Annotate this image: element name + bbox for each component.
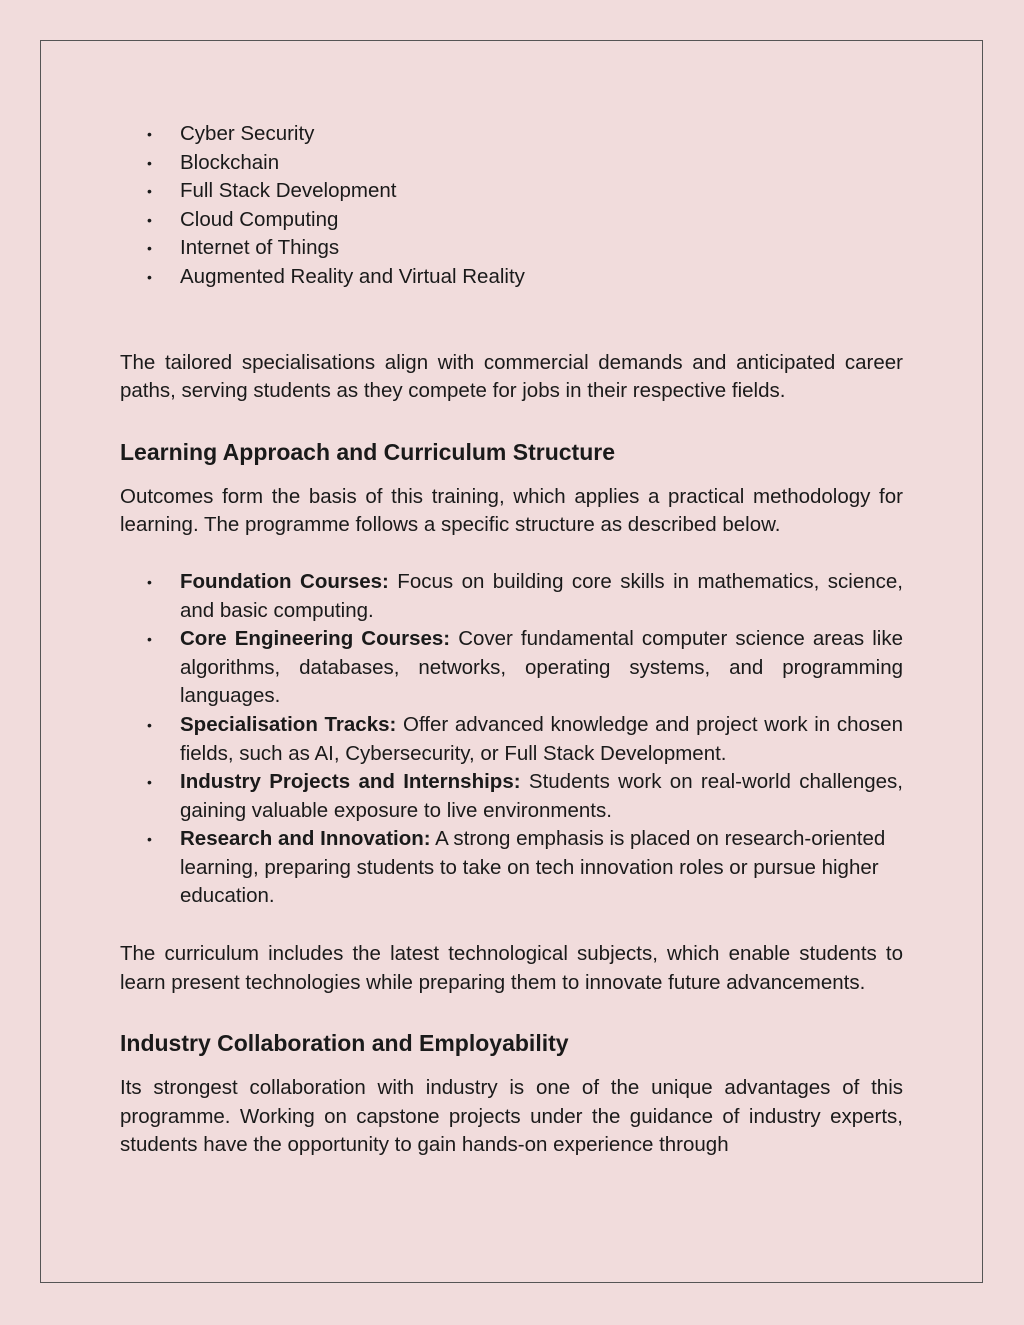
bullet-icon: • (147, 631, 152, 648)
item-text: Offer advanced knowledge and project work in chosen fields, such as AI, Cybersecurity, or Full Stack Development. (180, 712, 903, 765)
section-heading-industry: Industry Collaboration and Employability (120, 1030, 569, 1057)
item-text: Cover fundamental computer science areas like algorithms, databases, networks, operating systems, and programming languages. (180, 627, 903, 708)
item-term: Industry Projects and Internships: (180, 770, 521, 794)
curriculum-closing-paragraph: The curriculum includes the latest technological subjects, which enable students to learn present technologies while preparing them to innovate future advancements. (120, 942, 903, 994)
section-heading-learning: Learning Approach and Curriculum Structure (120, 438, 615, 465)
bullet-icon: • (147, 126, 152, 142)
bullet-icon: • (147, 716, 152, 733)
list-item (120, 768, 903, 825)
intro-paragraph: The tailored specialisations align with commercial demands and anticipated career paths, serving students as they compete for jobs in their respective fields. (120, 350, 903, 403)
list-item (120, 263, 903, 292)
industry-paragraph: Its strongest collaboration with industry is one of the unique advantages of this programme. Working on capstone projects under the guidance of industry experts, students have the opportunity to gain hands-on experience through (120, 1076, 903, 1157)
item-text: Students work on real-world challenges, gaining valuable exposure to live environments. (180, 770, 903, 822)
list-item (120, 206, 903, 235)
list-item-text: Internet of Things (180, 236, 340, 260)
curriculum-structure-list (120, 568, 903, 911)
bullet-icon: • (147, 573, 152, 590)
list-item (120, 149, 903, 178)
bullet-icon: • (147, 831, 152, 848)
list-item (120, 120, 903, 149)
bullet-icon: • (147, 268, 152, 285)
learning-paragraph: Outcomes form the basis of this training, which applies a practical methodology for learning. The programme follows a specific structure as described below. (120, 484, 903, 537)
bullet-icon: • (147, 240, 152, 257)
item-term: Research and Innovation: (180, 827, 431, 851)
item-term: Specialisation Tracks: (180, 712, 397, 736)
bullet-icon: • (147, 774, 152, 791)
list-item (120, 234, 903, 263)
list-item (120, 568, 903, 625)
list-item-text: Cyber Security (180, 122, 315, 145)
item-text: A strong emphasis is placed on research-oriented learning, preparing students to take on tech innovation roles or pursue higher education. (180, 827, 886, 908)
bullet-icon: • (147, 154, 152, 171)
list-item (120, 711, 903, 768)
list-item-text: Blockchain (180, 150, 280, 174)
list-item-text: Augmented Reality and Virtual Reality (180, 264, 525, 288)
list-item (120, 625, 903, 711)
list-item (120, 825, 903, 911)
list-item-text: Cloud Computing (180, 207, 339, 231)
tech-specialisation-list (120, 120, 903, 292)
document-content (120, 120, 903, 1160)
item-text: Focus on building core skills in mathematics, science, and basic computing. (180, 569, 903, 622)
bullet-icon: • (147, 183, 152, 200)
item-term: Foundation Courses: (180, 569, 389, 593)
item-term: Core Engineering Courses: (180, 627, 451, 651)
bullet-icon: • (147, 211, 152, 228)
list-item (120, 177, 903, 206)
list-item-text: Full Stack Development (180, 179, 397, 203)
